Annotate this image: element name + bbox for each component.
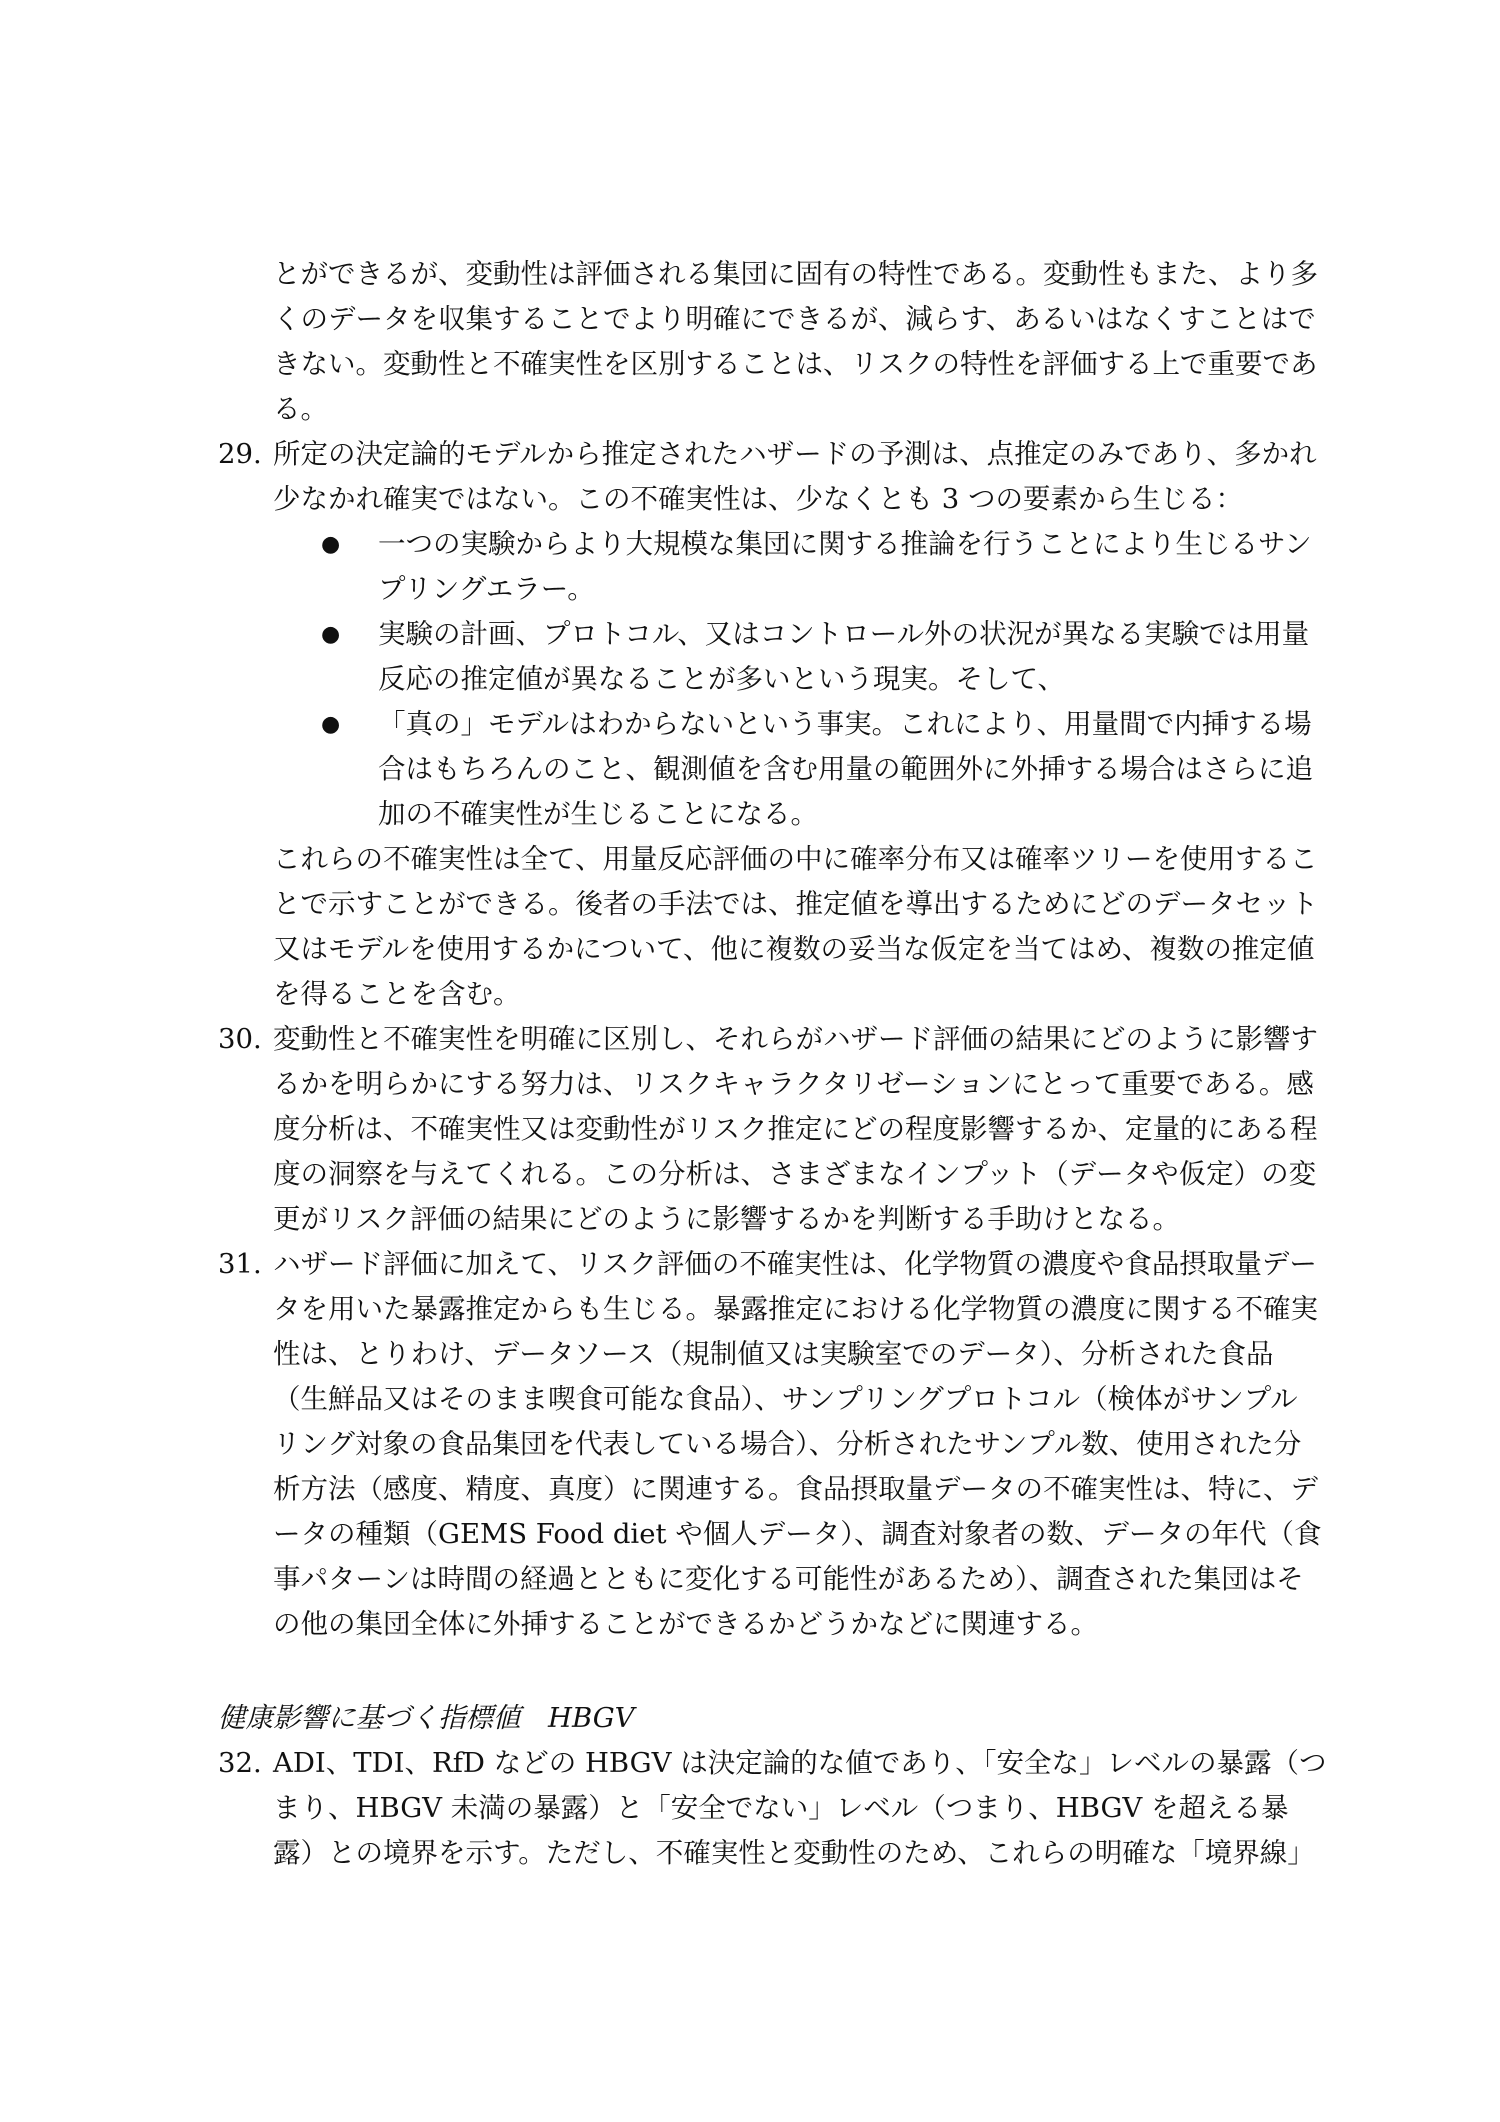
- bullet-icon: ●: [321, 622, 341, 647]
- text-line: これらの不確実性は全て、用量反応評価の中に確率分布又は確率ツリーを使用するこ: [273, 843, 1318, 875]
- text-line: 合はもちろんのこと、観測値を含む用量の範囲外に外挿する場合はさらに追: [378, 753, 1313, 785]
- text-line: （生鮮品又はそのまま喫食可能な食品）、サンプリングプロトコル（検体がサンプル: [273, 1383, 1298, 1415]
- text-line: タを用いた暴露推定からも生じる。暴露推定における化学物質の濃度に関する不確実: [273, 1293, 1318, 1325]
- text-line: 露）との境界を示す。ただし、不確実性と変動性のため、これらの明確な「境界線」: [273, 1837, 1315, 1869]
- paragraph-28-continuation: [218, 252, 1318, 432]
- text-line: 30. 変動性と不確実性を明確に区別し、それらがハザード評価の結果にどのように影響す: [218, 1017, 1286, 1062]
- text-line: きない。変動性と不確実性を区別することは、リスクの特性を評価する上で重要であ: [273, 348, 1318, 380]
- text-line: まり、HBGV 未満の暴露）と「安全でない」レベル（つまり、HBGV を超える暴: [273, 1792, 1289, 1824]
- paragraph-number: 32.: [218, 1747, 262, 1779]
- text-line: 29. 所定の決定論的モデルから推定されたハザードの予測は、点推定のみであり、多かれ: [218, 432, 1286, 477]
- text-line: 31. ハザード評価に加えて、リスク評価の不確実性は、化学物質の濃度や食品摂取量デー: [218, 1242, 1286, 1287]
- text-line: 少なかれ確実ではない。この不確実性は、少なくとも 3 つの要素から生じる：: [273, 483, 1243, 515]
- text-line: 32. ADI、TDI、RfD などの HBGV は決定論的な値であり、「安全な」レベルの暴露（つ: [218, 1741, 1286, 1786]
- bullet-icon: ●: [321, 532, 341, 557]
- paragraph-number: 31.: [218, 1248, 262, 1280]
- text-line: ● 実験の計画、プロトコル、又はコントロール外の状況が異なる実験では用量: [218, 612, 1286, 657]
- paragraph-number: 29.: [218, 438, 262, 470]
- paragraph-32: [218, 1741, 1327, 1876]
- text-line: を得ることを含む。: [273, 978, 521, 1010]
- text-line: とで示すことができる。後者の手法では、推定値を導出するためにどのデータセット: [273, 888, 1318, 920]
- document-body: [218, 252, 1327, 1876]
- bullet-list: [218, 522, 1313, 837]
- text-line: ● 「真の」モデルはわからないという事実。これにより、用量間で内挿する場: [218, 702, 1286, 747]
- text-line: ータの種類（GEMS Food diet や個人データ）、調査対象者の数、データの年代（食: [273, 1518, 1322, 1550]
- paragraph-29: [218, 432, 1318, 1017]
- text-line: リング対象の食品集団を代表している場合）、分析されたサンプル数、使用された分: [273, 1428, 1302, 1460]
- bullet-item: [218, 522, 1312, 612]
- text-line: 加の不確実性が生じることになる。: [378, 798, 818, 830]
- section-heading: 健康影響に基づく指標値 HBGV: [218, 1702, 635, 1734]
- paragraph-31: [218, 1242, 1322, 1647]
- text-line: 度分析は、不確実性又は変動性がリスク推定にどの程度影響するか、定量的にある程: [273, 1113, 1318, 1145]
- text-line: 反応の推定値が異なることが多いという現実。そして、: [378, 663, 1065, 695]
- bullet-item: [218, 702, 1313, 837]
- text-line: 又はモデルを使用するかについて、他に複数の妥当な仮定を当てはめ、複数の推定値: [273, 933, 1315, 965]
- text-line: プリングエラー。: [378, 573, 595, 605]
- bullet-item: [218, 612, 1310, 702]
- paragraph-30: [218, 1017, 1318, 1242]
- text-line: 性は、とりわけ、データソース（規制値又は実験室でのデータ）、分析された食品: [273, 1338, 1274, 1370]
- text-line: る。: [273, 393, 328, 425]
- text-line: 更がリスク評価の結果にどのように影響するかを判断する手助けとなる。: [273, 1203, 1180, 1235]
- paragraph-number: 30.: [218, 1023, 262, 1055]
- text-line: とができるが、変動性は評価される集団に固有の特性である。変動性もまた、より多: [273, 258, 1318, 290]
- bullet-icon: ●: [321, 712, 341, 737]
- text-line: の他の集団全体に外挿することができるかどうかなどに関連する。: [273, 1608, 1098, 1640]
- text-line: ● 一つの実験からより大規模な集団に関する推論を行うことにより生じるサン: [218, 522, 1286, 567]
- text-line: くのデータを収集することでより明確にできるが、減らす、あるいはなくすことはで: [273, 303, 1316, 335]
- text-line: 析方法（感度、精度、真度）に関連する。食品摂取量データの不確実性は、特に、デ: [273, 1473, 1318, 1505]
- text-line: るかを明らかにする努力は、リスクキャラクタリゼーションにとって重要である。感: [273, 1068, 1314, 1100]
- text-line: 度の洞察を与えてくれる。この分析は、さまざまなインプット（データや仮定）の変: [273, 1158, 1317, 1190]
- text-line: 事パターンは時間の経過とともに変化する可能性があるため）、調査された集団はそ: [273, 1563, 1304, 1595]
